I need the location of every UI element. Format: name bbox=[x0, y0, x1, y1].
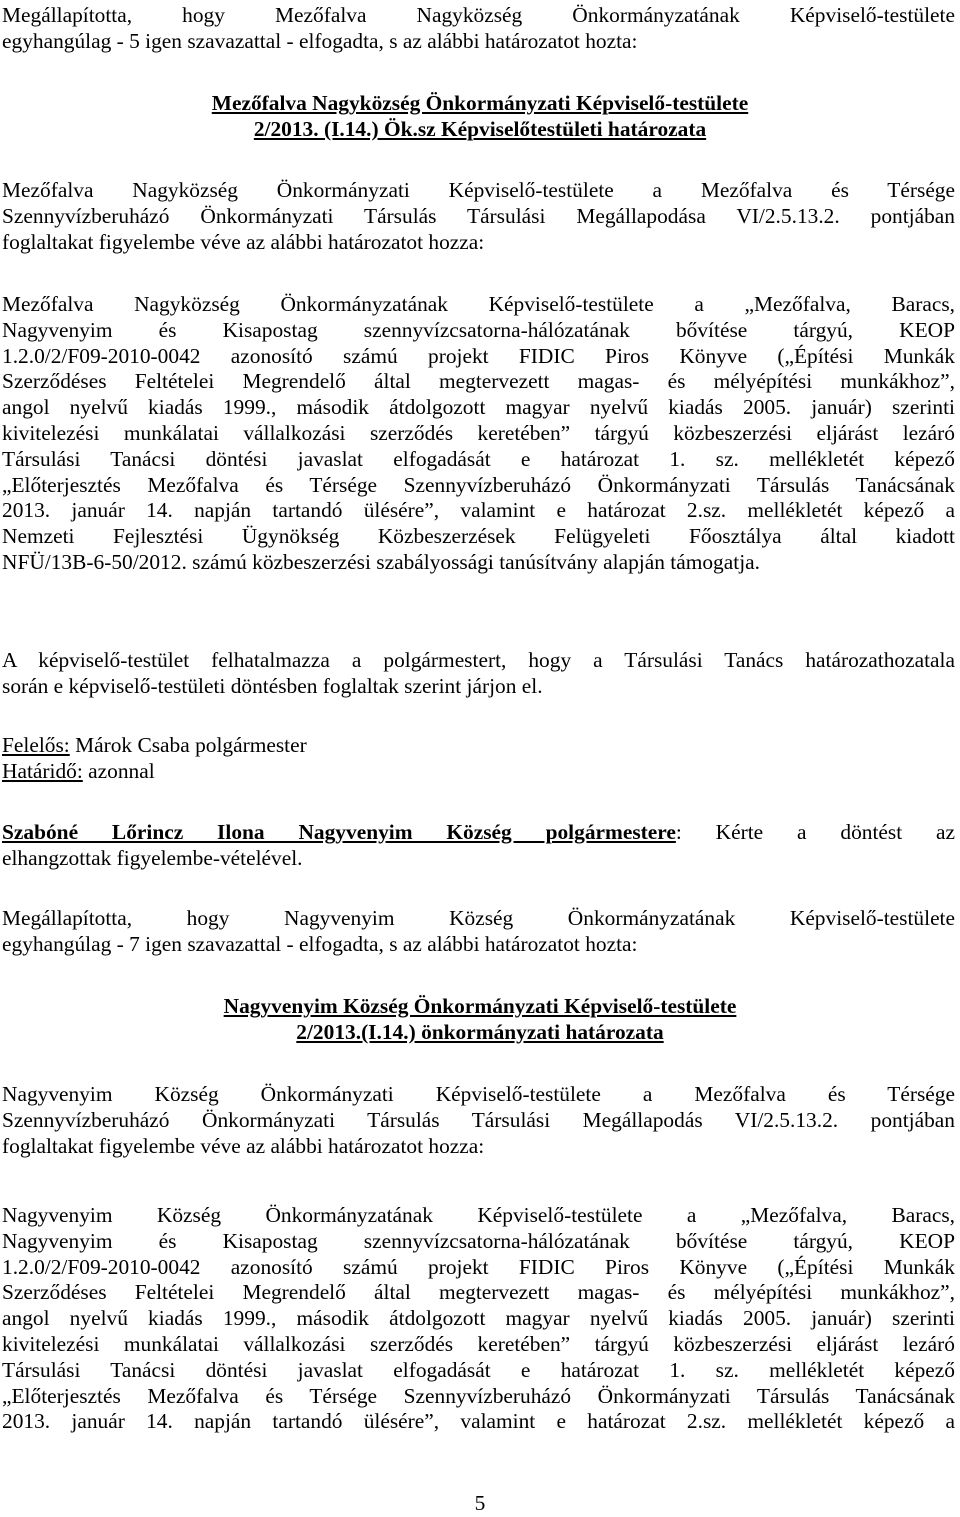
deadline-line bbox=[2, 759, 955, 785]
text-line: Nagyvenyim Község Önkormányzati Képviselő-testülete a Mezőfalva és Térsége bbox=[2, 1082, 955, 1106]
text-line: Megállapította, hogy Mezőfalva Nagyközség Önkormányzatának Képviselő-testülete bbox=[2, 3, 955, 27]
responsible-value: Márok Csaba polgármester bbox=[69, 733, 307, 757]
text-line: foglaltakat figyelembe véve az alábbi határozatot hozza: bbox=[2, 1133, 485, 1158]
text-line: Nagyvenyim Község Önkormányzatának Képviselő-testülete a „Mezőfalva, Baracs, bbox=[2, 1203, 955, 1227]
paragraph-intro-nagyvenyim bbox=[2, 1082, 955, 1159]
paragraph-finding-mezofalva bbox=[2, 3, 955, 55]
text-line: 2013. január 14. napján tartandó ülésére”, valamint e határozat 2.sz. mellékletét képező a bbox=[2, 1409, 955, 1434]
text-line: kivitelezési munkálatai vállalkozási szerződés keretében” tárgyú közbeszerzési eljárást lezáró bbox=[2, 1331, 955, 1356]
text-line: A képviselő-testület felhatalmazza a polgármestert, hogy a Társulási Tanács határozathozatala bbox=[2, 648, 955, 672]
text-line: 2013. január 14. napján tartandó ülésére”, valamint e határozat 2.sz. mellékletét képező a bbox=[2, 498, 955, 523]
paragraph-resolution-nagyvenyim bbox=[2, 1203, 955, 1435]
text-line: 1.2.0/2/F09-2010-0042 azonosító számú projekt FIDIC Piros Könyve („Építési Munkák bbox=[2, 343, 955, 368]
text-line: Társulási Tanácsi döntési javaslat elfogadását e határozat 1. sz. mellékletét képező bbox=[2, 446, 955, 471]
text-line: Nagyvenyim és Kisapostag szennyvízcsatorna-hálózatának bővítése tárgyú, KEOP bbox=[2, 317, 955, 342]
text-line: Szennyvízberuházó Önkormányzati Társulás Társulási Megállapodása VI/2.5.13.2. pontjában bbox=[2, 203, 955, 228]
paragraph-finding-nagyvenyim bbox=[2, 906, 955, 958]
paragraph-intro-mezofalva bbox=[2, 178, 955, 255]
text-line: NFÜ/13B-6-50/2012. számú közbeszerzési szabályossági tanúsítvány alapján támogatja. bbox=[2, 549, 760, 574]
resolution-heading-nagyvenyim bbox=[0, 994, 960, 1046]
text-line: Szerződéses Feltételei Megrendelő által megtervezett magas- és mélyépítési munkákhoz”, bbox=[2, 1280, 955, 1305]
text-line: „Előterjesztés Mezőfalva és Térsége Szennyvízberuházó Önkormányzati Társulás Tanácsának bbox=[2, 1383, 955, 1408]
paragraph-authorization bbox=[2, 648, 955, 700]
text-line: 1.2.0/2/F09-2010-0042 azonosító számú projekt FIDIC Piros Könyve („Építési Munkák bbox=[2, 1254, 955, 1279]
text-line: egyhangúlag - 7 igen szavazattal - elfogadta, s az alábbi határozatot hozta: bbox=[2, 931, 638, 956]
speaker-text: : Kérte a döntést az bbox=[675, 820, 955, 844]
heading-line: 2/2013.(I.14.) önkormányzati határozata bbox=[296, 1019, 664, 1044]
text-line: elhangzottak figyelembe-vételével. bbox=[2, 845, 303, 870]
text-line: Mezőfalva Nagyközség Önkormányzatának Képviselő-testülete a „Mezőfalva, Baracs, bbox=[2, 292, 955, 316]
text-line: angol nyelvű kiadás 1999., második átdolgozott magyar nyelvű kiadás 2005. január) szerinti bbox=[2, 395, 955, 420]
text-line: Szerződéses Feltételei Megrendelő által megtervezett magas- és mélyépítési munkákhoz”, bbox=[2, 369, 955, 394]
text-line: Nemzeti Fejlesztési Ügynökség Közbeszerzések Felügyeleti Főosztálya által kiadott bbox=[2, 524, 955, 549]
text-line: foglaltakat figyelembe véve az alábbi határozatot hozza: bbox=[2, 229, 485, 254]
page-number: 5 bbox=[474, 1491, 486, 1515]
text-line: Nagyvenyim és Kisapostag szennyvízcsatorna-hálózatának bővítése tárgyú, KEOP bbox=[2, 1228, 955, 1253]
paragraph-resolution-mezofalva bbox=[2, 292, 955, 576]
responsible-line bbox=[2, 733, 955, 759]
resolution-heading-mezofalva bbox=[0, 91, 960, 143]
paragraph-speaker bbox=[2, 820, 955, 872]
heading-line: Nagyvenyim Község Önkormányzati Képviselő-testülete bbox=[223, 994, 737, 1018]
text-line: Szennyvízberuházó Önkormányzati Társulás Társulási Megállapodás VI/2.5.13.2. pontjában bbox=[2, 1107, 955, 1132]
text-line: Társulási Tanácsi döntési javaslat elfogadását e határozat 1. sz. mellékletét képező bbox=[2, 1357, 955, 1382]
text-line: „Előterjesztés Mezőfalva és Térsége Szennyvízberuházó Önkormányzati Társulás Tanácsának bbox=[2, 472, 955, 497]
text-line: kivitelezési munkálatai vállalkozási szerződés keretében” tárgyú közbeszerzési eljárást lezáró bbox=[2, 420, 955, 445]
deadline-value: azonnal bbox=[82, 759, 155, 783]
heading-line: 2/2013. (I.14.) Ök.sz Képviselőtestületi határozata bbox=[253, 116, 707, 141]
heading-line: Mezőfalva Nagyközség Önkormányzati Képviselő-testülete bbox=[211, 91, 749, 115]
text-line bbox=[2, 820, 955, 846]
text-line: egyhangúlag - 5 igen szavazattal - elfogadta, s az alábbi határozatot hozta: bbox=[2, 28, 638, 53]
text-line: Megállapította, hogy Nagyvenyim Község Önkormányzatának Képviselő-testülete bbox=[2, 906, 955, 930]
text-line: során e képviselő-testületi döntésben foglaltak szerint járjon el. bbox=[2, 673, 543, 698]
responsible-label: Felelős: bbox=[2, 733, 70, 757]
deadline-label: Határidő: bbox=[2, 759, 83, 783]
text-line: Mezőfalva Nagyközség Önkormányzati Képviselő-testülete a Mezőfalva és Térsége bbox=[2, 178, 955, 202]
speaker-name: Szabóné Lőrincz Ilona Nagyvenyim Község polgármestere bbox=[2, 820, 676, 844]
text-line: angol nyelvű kiadás 1999., második átdolgozott magyar nyelvű kiadás 2005. január) szerinti bbox=[2, 1306, 955, 1331]
